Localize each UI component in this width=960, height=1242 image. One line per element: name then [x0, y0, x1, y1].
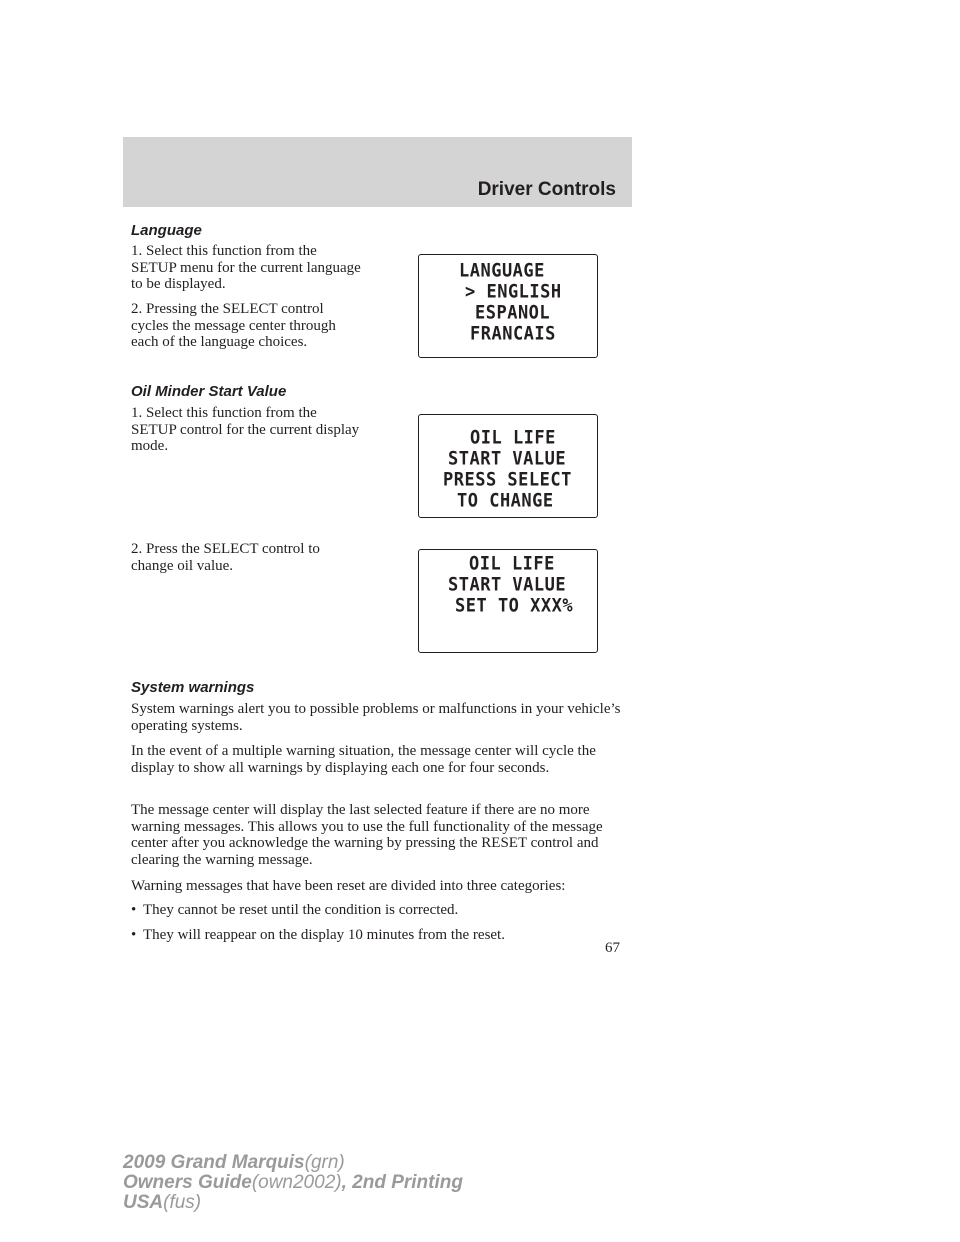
footer-line-2: [123, 1173, 463, 1193]
list-item-text: They will reappear on the display 10 minutes from the reset.: [143, 927, 505, 943]
footer-model: 2009 Grand Marquis: [123, 1152, 305, 1173]
oil-minder-step-1: 1. Select this function from the SETUP control for the current display mode.: [131, 405, 360, 454]
display-line: ESPANOL: [475, 301, 551, 325]
section-header-band: [123, 137, 632, 207]
footer-guide: Owners Guide: [123, 1172, 252, 1193]
display-line: SET TO XXX%: [455, 594, 574, 618]
display-line: FRANCAIS: [470, 322, 556, 346]
display-line: LANGUAGE: [459, 259, 545, 283]
page-number: 67: [605, 940, 620, 956]
system-warnings-paragraph-2: In the event of a multiple warning situation, the message center will cycle the display to show all warnings by displaying each one for four seconds.: [131, 743, 596, 776]
footer-market-code: (fus): [163, 1192, 202, 1213]
bullet-icon: •: [131, 927, 137, 943]
oil-life-display-screen: [418, 414, 598, 518]
language-display-screen: [418, 254, 598, 358]
language-step-1: 1. Select this function from the SETUP menu for the current language to be displayed.: [131, 243, 361, 292]
footer-model-code: (grn): [304, 1152, 345, 1173]
footer-line-3: [123, 1193, 463, 1213]
language-heading: Language: [131, 222, 202, 239]
display-line: START VALUE: [448, 447, 567, 471]
list-item: [131, 927, 505, 944]
list-item-text: They cannot be reset until the condition is corrected.: [143, 902, 459, 918]
display-line: PRESS SELECT: [443, 468, 572, 492]
system-warnings-heading: System warnings: [131, 679, 255, 696]
bullet-icon: •: [131, 902, 137, 918]
section-title: Driver Controls: [477, 179, 616, 200]
system-warnings-paragraph-4: Warning messages that have been reset are divided into three categories:: [131, 878, 566, 894]
document-footer: [123, 1153, 463, 1213]
language-step-2: 2. Pressing the SELECT control cycles the message center through each of the language choices.: [131, 301, 336, 350]
oil-minder-step-2: 2. Press the SELECT control to change oil value.: [131, 541, 320, 574]
system-warnings-paragraph-1: System warnings alert you to possible problems or malfunctions in your vehicle’s operating systems.: [131, 701, 621, 734]
list-item: [131, 902, 458, 919]
display-line: TO CHANGE: [457, 489, 554, 513]
oil-minder-heading: Oil Minder Start Value: [131, 383, 287, 400]
system-warnings-paragraph-3: The message center will display the last selected feature if there are no more warning messages. This allows you to use the full functionality of the message center after you acknowledge the warning by pressing the RESET control and clearing the warning message.: [131, 802, 603, 868]
display-line: START VALUE: [448, 573, 567, 597]
footer-market: USA: [123, 1192, 164, 1213]
footer-printing: , 2nd Printing: [341, 1172, 463, 1193]
display-line: OIL LIFE: [469, 552, 555, 576]
oil-value-display-screen: [418, 549, 598, 653]
display-line: > ENGLISH: [465, 280, 562, 304]
footer-guide-code: (own2002): [251, 1172, 342, 1193]
display-line: OIL LIFE: [470, 426, 556, 450]
footer-line-1: [123, 1153, 463, 1173]
